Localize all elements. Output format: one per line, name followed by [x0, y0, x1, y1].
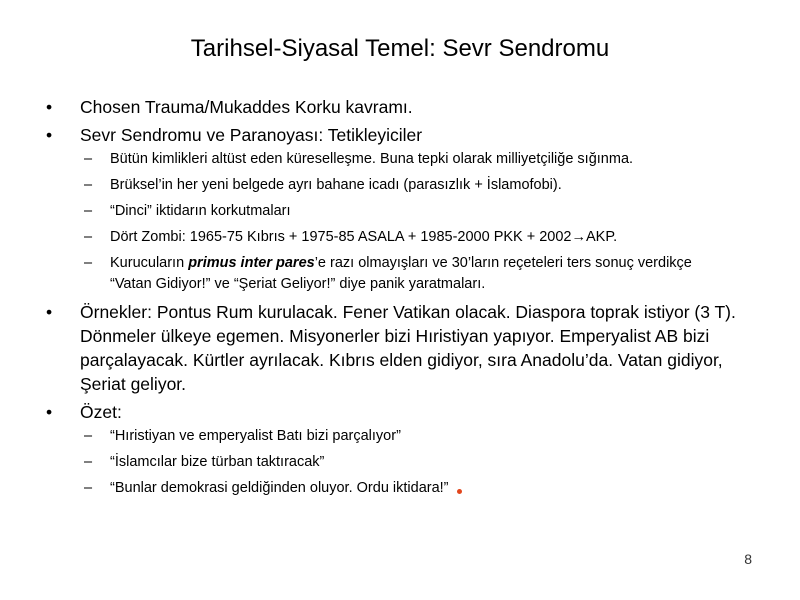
sub-item	[79, 452, 760, 473]
dash-glyph: –	[84, 428, 93, 444]
sub-text: “Hıristiyan ve emperyalist Batı bizi parçalıyor”	[110, 428, 401, 444]
sub-list	[80, 149, 760, 295]
sub-list	[80, 426, 760, 499]
dash-glyph: –	[84, 229, 93, 245]
sub-text-after: ’e razı olmayışları ve 30’ların reçeteleri ters sonuç verdikçe “Vatan Gidiyor!” ve “Şeriat Geliyor!” diye panik yaratmaları.	[110, 255, 692, 292]
dash-glyph: –	[84, 151, 93, 167]
sub-item	[79, 175, 760, 196]
bullet-item	[0, 400, 800, 499]
dash-glyph: –	[84, 177, 93, 193]
bullet-item	[0, 95, 800, 119]
sub-item	[79, 253, 760, 295]
bullet-glyph: •	[46, 302, 53, 322]
slide-title: Tarihsel-Siyasal Temel: Sevr Sendromu	[190, 35, 610, 62]
sub-item	[79, 478, 760, 499]
bullet-glyph: •	[46, 97, 53, 117]
sub-item	[79, 426, 760, 447]
dash-glyph: –	[84, 480, 93, 496]
bullet-glyph: •	[46, 402, 53, 422]
page-number: 8	[744, 551, 752, 567]
sub-text-before: Kurucuların	[110, 255, 189, 271]
sub-text: Brüksel’in her yeni belgede ayrı bahane icadı (parasızlık + İslamofobi).	[110, 177, 562, 193]
decorative-mark-icon	[457, 489, 462, 494]
dash-glyph: –	[84, 454, 93, 470]
sub-item	[79, 201, 760, 222]
sub-text: Bütün kimlikleri altüst eden küreselleşme. Buna tepki olarak milliyetçiliğe sığınma.	[110, 151, 634, 167]
bullet-text: Chosen Trauma/Mukaddes Korku kavramı.	[80, 97, 413, 117]
dash-glyph: –	[84, 255, 93, 271]
sub-text: “İslamcılar bize türban taktıracak”	[110, 454, 325, 470]
bullet-list	[0, 95, 800, 504]
sub-text: Dört Zombi: 1965-75 Kıbrıs + 1975-85 ASALA + 1985-2000 PKK + 2002→AKP.	[110, 229, 618, 245]
bullet-item	[0, 123, 800, 295]
bullet-text: Örnekler: Pontus Rum kurulacak. Fener Vatikan olacak. Diaspora toprak istiyor (3 T). Dönmeler ülkeye egemen. Misyonerler bizi Hıristiyan yapıyor. Emperyalist AB bizi parçalayacak. Kürtler ayrılacak. Kıbrıs elden gidiyor, sıra Anadolu’da. Vatan gidiyor, Şeriat geliyor.	[80, 302, 736, 394]
sub-text: “Bunlar demokrasi geldiğinden oluyor. Ordu iktidara!”	[110, 480, 449, 496]
bullet-text: Sevr Sendromu ve Paranoyası: Tetikleyiciler	[80, 125, 423, 145]
sub-item	[79, 149, 760, 170]
dash-glyph: –	[84, 203, 93, 219]
bullet-item	[0, 300, 800, 396]
sub-text: “Dinci” iktidarın korkutmaları	[110, 203, 291, 219]
bullet-glyph: •	[46, 125, 53, 145]
sub-item	[79, 227, 760, 248]
bullet-text: Özet:	[80, 402, 122, 422]
sub-text-emphasis: primus inter pares	[188, 255, 315, 271]
